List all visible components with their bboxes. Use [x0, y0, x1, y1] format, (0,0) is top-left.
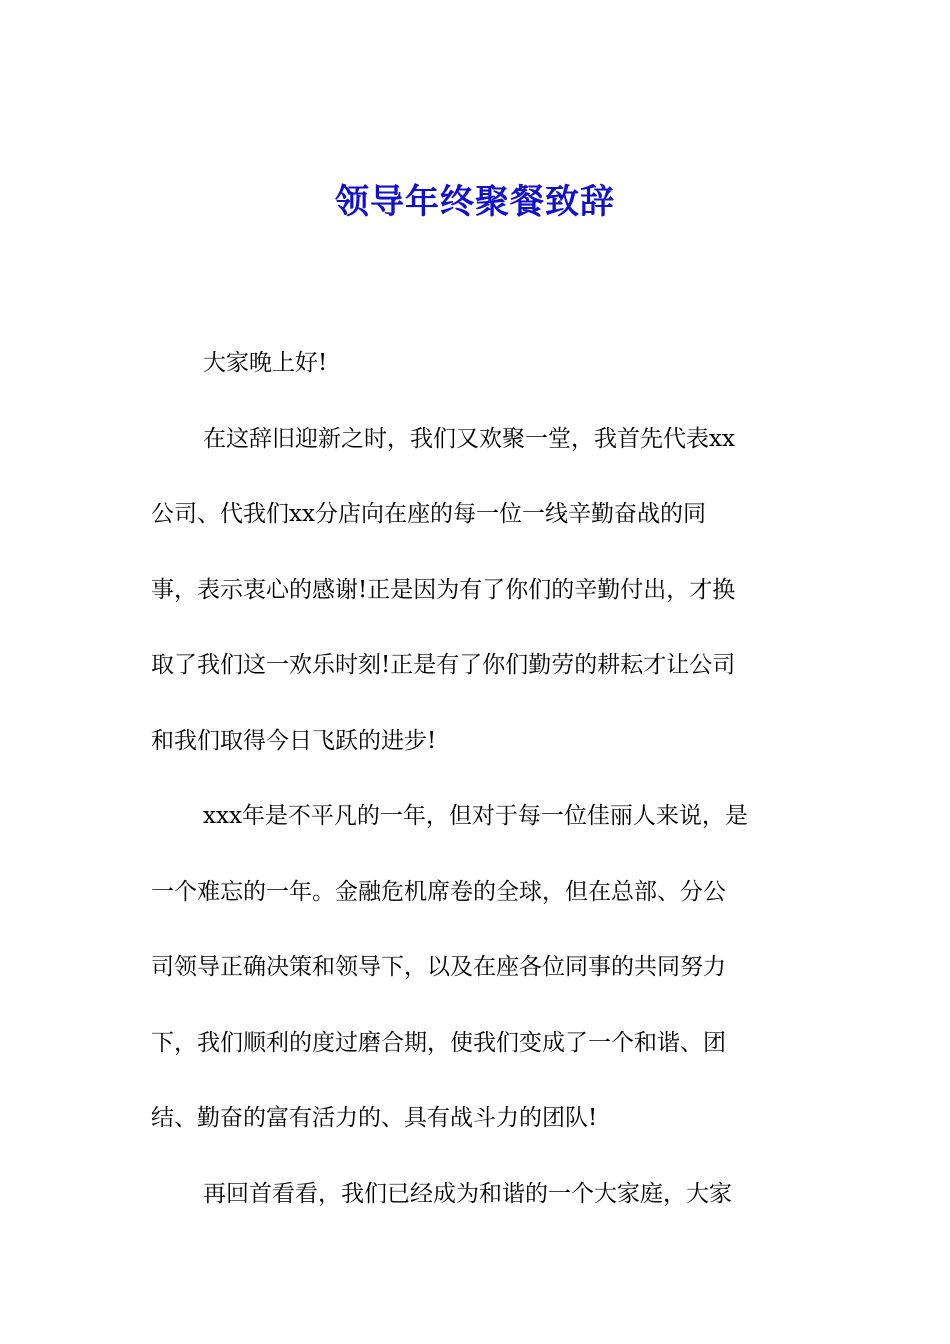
paragraph-line: 司领导正确决策和领导下，以及在座各位同事的共同努力: [151, 954, 726, 980]
paragraph-line: xxx年是不平凡的一年，但对于每一位佳丽人来说，是: [203, 803, 748, 829]
document-title: 领导年终聚餐致辞: [335, 182, 615, 222]
paragraph-line: 再回首看看，我们已经成为和谐的一个大家庭，大家: [203, 1180, 732, 1207]
paragraph-line: 在这辞旧迎新之时，我们又欢聚一堂，我首先代表xx: [203, 425, 735, 452]
paragraph-line: 取了我们这一欢乐时刻!正是有了你们勤劳的耕耘才让公司: [151, 652, 736, 678]
paragraph-line: 事，表示衷心的感谢!正是因为有了你们的辛勤付出，才换: [151, 576, 736, 603]
paragraph-line: 和我们取得今日飞跃的进步!: [151, 727, 437, 754]
document-body: [151, 326, 811, 1232]
paragraph-line: 下，我们顺利的度过磨合期，使我们变成了一个和谐、团: [151, 1029, 726, 1056]
paragraph-line: 大家晚上好!: [203, 350, 328, 376]
paragraph-line: 结、勤奋的富有活力的、具有战斗力的团队!: [151, 1105, 598, 1131]
paragraph-line: 公司、代我们xx分店向在座的每一位一线辛勤奋战的同: [151, 501, 706, 527]
paragraph-line: 一个难忘的一年。金融危机席卷的全球，但在总部、分公: [151, 878, 726, 905]
